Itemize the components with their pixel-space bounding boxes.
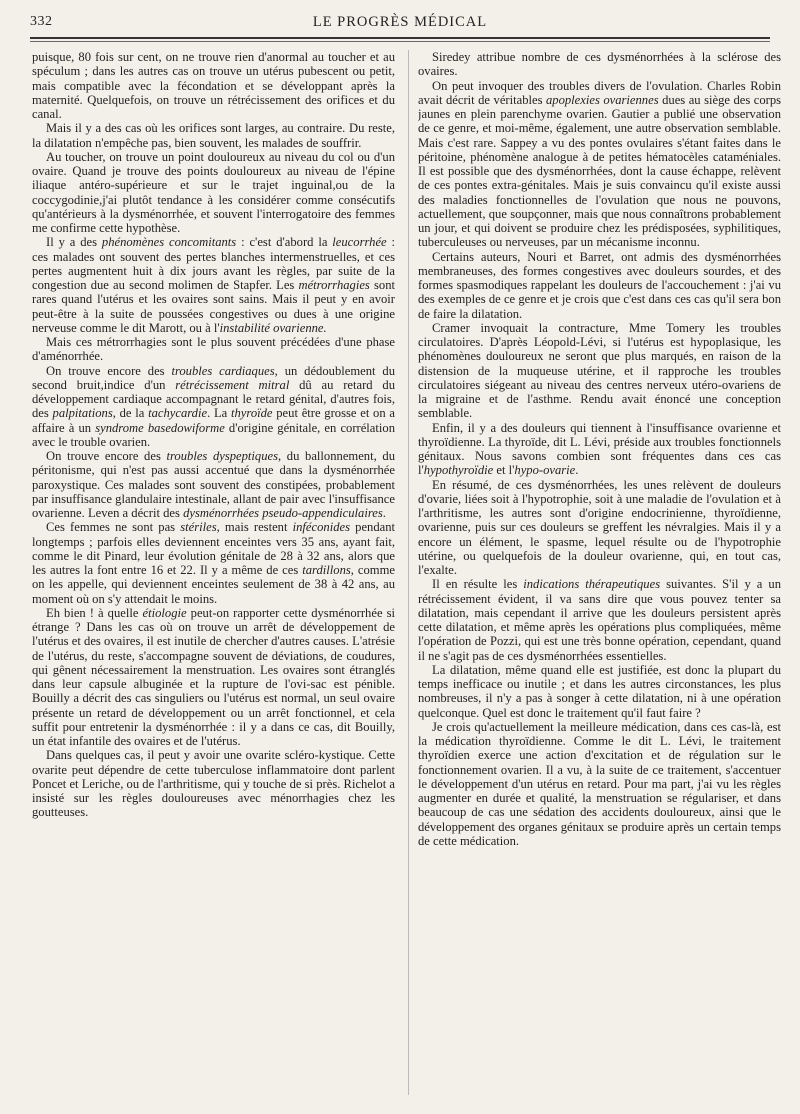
italic-text: troubles cardiaques (171, 363, 275, 378)
text-run: . (575, 463, 579, 478)
italic-text: leucorrhée (332, 235, 387, 250)
text-run: Ces femmes ne sont pas (46, 520, 181, 535)
text-run: On trouve encore des (46, 363, 172, 378)
text-run: Je crois qu'actuellement la meilleure médication, dans ces cas-là, est la médication thyroïdienne. Comme le dit L. Lévi, le traitement thyroïdien exerce une action d'excitation et de régulation sur le fonctionnement ovarien. Il a vu, à la suite de ce traitement, s'accentuer le développement d'un utérus en retard. Pour ma part, j'ai vu les règles augmenter en durée et qualité, la menstruation se régulariser, et dans beaucoup de cas une sédation des accidents douloureux, ainsi que le développement des organes génitaux se produire après un certain temps de cette médication. (418, 719, 781, 848)
italic-text: tardillons (302, 563, 351, 577)
text-run: peut-on rapporter cette dysménorrhée si étrange ? Dans les cas où on trouve un arrêt de développement de l'utérus et des ovaires, il est inutile de chercher d'autres causes. L'atrésie de l'utérus, du reste, s'accompagne souvent de déviations, de coudures, qui gênent nécessairement la menstruation. Les ovaires sont étranglés dans leur capsule albuginée et la rupture de l'ovi-sac est pénible. Bouilly a décrit des cas singuliers ou l'utérus est normal, un seul ovaire présente un retard de développement ou un arrêt fonctionnel, et cela suffit pour entretenir la dysménorrhée : il y a dans ce cas, dit Bouilly, un état infantile des ovaires et de l'utérus. (32, 605, 395, 748)
text-run: En résumé, de ces dysménorrhées, les unes relèvent de douleurs d'ovarie, liées soit à l'hypotrophie, soit à une maladie de l'ovulation et à l'arthritisme, les autres sont d'origine endocrinienne, thyroïdienne, ovarienne, puis sur ces douleurs se greffent les névralgies. Mais il y a encore un élément, le spasme, lequel résulte ou de l'hypotrophie utérine, ou quelquefois de la douleur ovarienne, qui, en tout cas, l'exalte. (418, 477, 781, 577)
journal-title: LE PROGRÈS MÉDICAL (312, 14, 488, 30)
text-run: dû au retard du développement cardiaque accompagnant le retard génital, d'autres fois, des (32, 377, 395, 421)
text-run: puisque, 80 fois sur cent, on ne trouve rien d'anormal au toucher et au spéculum ; dans les autres cas on trouve un utérus pubescent ou petit, mais compatible avec la fécondation et se développant après la maternité. Quelquefois, on trouve un rétrécissement des orifices et du canal. (32, 50, 395, 121)
text-run: . La (207, 406, 231, 421)
italic-text: apoplexies ovariennes (545, 92, 659, 107)
italic-text: stériles (180, 520, 217, 535)
text-run: La dilatation, même quand elle est justifiée, est donc la plupart du temps inefficace ou inutile ; et dans les autres circonstances, les plus nombreuses, il n'y a pas à songer à cette dilatation, ni à une opération quelconque. Quel est donc le traitement qu'il faut faire ? (418, 662, 781, 720)
text-run: Certains auteurs, Nouri et Barret, ont admis des dysménorrhées membraneuses, des formes congestives avec douleurs sourdes, et des formes spasmodiques rappelant les douleurs de l'accouchement : j'ai vu des exemples de ce genre et je crois que c'est dans ces cas qu'il sera bon de faire la dilatation. (418, 249, 781, 321)
text-run: , de la (112, 406, 149, 421)
paragraph (32, 235, 395, 335)
italic-text: palpitations (52, 406, 113, 421)
header-rule-thin (30, 41, 770, 42)
paragraph (32, 748, 395, 819)
paragraph (32, 364, 395, 450)
paragraph (418, 577, 781, 663)
text-run: Siredey attribue nombre de ces dysménorrhées à la sclérose des ovaires. (418, 50, 781, 79)
paragraph (32, 121, 395, 150)
text-run: Eh bien ! à quelle (46, 605, 143, 620)
text-run: Enfin, il y a des douleurs qui tiennent à l'insuffisance ovarienne et thyroïdienne. La thyroïde, dit L. Lévi, préside aux troubles fonctionnels génitaux. Nous savons combien sont fréquentes dans ces cas l' (418, 420, 781, 478)
italic-text: troubles dyspeptiques (166, 449, 279, 463)
left-column (32, 50, 395, 1095)
italic-text: syndrome basedowiforme (95, 420, 225, 435)
column-divider (408, 50, 409, 1095)
header-rule (30, 37, 770, 39)
paragraph (418, 421, 781, 478)
text-run: , comme on les appelle, qui deviennent enceintes seulement de 38 à 42 ans, au moment où on s'y attendait le moins. (32, 563, 395, 606)
text-run: et l' (493, 463, 515, 478)
text-run: suivantes. S'il y a un rétrécissement évident, il va sans dire que vous pouvez tenter sa dilatation, mais cependant il arrive que les douleurs persistent après cette dilatation, et même après les opérations plus compliquées, même l'opération de Pozzi, qui est une très bonne opération, cependant, quand il ne s'agit pas de ces dysménorrhées essentielles. (418, 577, 781, 663)
text-run: Mais il y a des cas où les orifices sont larges, au contraire. Du reste, la dilatation n'empêche pas, bien souvent, les malades de souffrir. (32, 121, 395, 150)
paragraph (32, 50, 395, 121)
text-run: d'origine génitale, en corrélation avec le trouble ovarien. (32, 420, 395, 449)
italic-text: hypo-ovarie (514, 463, 576, 478)
page-header (30, 14, 770, 36)
paragraph (418, 663, 781, 720)
text-run: : ces malades ont souvent des pertes blanches intermenstruelles, et ces pertes augmentent huit à dix jours avant les règles, par suite de la congestion due au second molimen de Stapfer. Les (32, 235, 395, 292)
paragraph (32, 335, 395, 364)
italic-text: thyroïde (231, 406, 273, 421)
text-run: : c'est d'abord la (236, 235, 333, 250)
paragraph (418, 50, 781, 79)
paragraph (418, 478, 781, 578)
text-run: On trouve encore des (46, 449, 167, 463)
text-run: , mais restent (216, 520, 293, 535)
text-run: On peut invoquer des troubles divers de l'ovulation. Charles Robin avait décrit de véritables (418, 78, 781, 107)
italic-text: métrorrhagies (298, 278, 370, 292)
text-run: . (382, 506, 386, 520)
page-number: 332 (30, 14, 53, 29)
text-run: Il y a des (46, 235, 102, 250)
paragraph (418, 321, 781, 421)
paragraph (32, 520, 395, 606)
text-run: sont rares quand l'utérus et les ovaires sont sains. Mais il peut y en avoir peut-être à la suite de poussées congestives ou dues à une origine nerveuse comme le dit Marott, ou à l' (32, 278, 395, 335)
right-column (418, 50, 781, 1095)
text-run: Il en résulte les (432, 577, 524, 592)
paragraph (32, 449, 395, 520)
italic-text: hypothyroïdie (423, 463, 494, 478)
text-run: , du ballonnement, du péritonisme, qui n'est pas aussi accentué que dans la dysménorrhée paroxystique. Ces malades sont souvent des constipées, probablement par insuffisance glandulaire intestinale, allant de pair avec l'insuffisance ovarienne. Leven a décrit des (32, 449, 395, 520)
italic-text: inféconides (292, 520, 350, 535)
italic-text: instabilité ovarienne. (219, 320, 327, 335)
italic-text: étiologie (142, 605, 187, 620)
text-run: pendant longtemps ; parfois elles deviennent enceintes vers 35 ans, ayant fait, comme le dit Pinard, leur évolution génitale de 28 à 32 ans, alors que les autres la font entre 16 et 22. Il y a même de ces (32, 520, 395, 577)
paragraph (32, 150, 395, 236)
text-run: Au toucher, on trouve un point douloureux au niveau du col ou d'un ovaire. Quand je trouve des points douloureux au niveau de l'épine iliaque antéro-supérieure et sur le trajet inguinal,ou de la coccygodinie,j'ai plutôt tendance à les considérer comme consécutifs qu'antérieurs à la dysménorrhée, et souvent l'interrogatoire des femmes me confirme cette hypothèse. (32, 149, 395, 235)
italic-text: tachycardie (148, 406, 208, 421)
text-run: Dans quelques cas, il peut y avoir une ovarite scléro-kystique. Cette ovarite peut dépendre de cette tuberculose inflammatoire dont parlent Poncet et Leriche, ou de l'arthritisme, qui y touche de si près. Richelot a insisté sur les règles douloureuses avec ménorrhagies chez les goutteuses. (32, 748, 395, 820)
paragraph (418, 79, 781, 250)
text-run: peut être grosse et on a affaire à un (32, 406, 395, 435)
paragraph (418, 720, 781, 848)
italic-text: indications thérapeutiques (523, 577, 661, 592)
text-run: Cramer invoquait la contracture, Mme Tomery les troubles circulatoires. D'après Léopold-Lévi, si l'utérus est hypoplasique, les phénomènes douloureux ne seront que plus marqués, en raison de la distension de la muqueuse utérine, et il rapproche les troubles circulatoires siégeant au niveau des centres nerveux utéro-ovariens de la migraine et de l'asthme. Rendu avait énoncé une conception semblable. (418, 320, 781, 421)
text-run: Mais ces métrorrhagies sont le plus souvent précédées d'une phase d'aménorrhée. (32, 335, 395, 364)
italic-text: dysménorrhées pseudo-appendiculaires (183, 506, 383, 520)
text-run: dues au siège des corps jaunes en plein parenchyme ovarien. Gautier a publié une observation de ce genre, et moi-même, également, une autre observation semblable. Mais c'est rare. Sappey a vu des pontes ovulaires s'étant faites dans le péritoine, phénomène analogue à de petites hématocèles cataméniales. Il est possible que des dysménorrhées, dont la cause échappe, relèvent de ces pontes extra-génitales. Mais je suis convaincu qu'il existe aussi des maladies fonctionnelles de l'ovulation que nous ne pouvons, actuellement, que soupçonner, mais que nous connaîtrons probablement un jour, et qui doivent se produire chez les prédisposées, syphilitiques, tuberculeuses ou nerveuses, par un mécanisme inconnu. (418, 92, 781, 250)
text-run: , un dédoublement du second bruit,indice d'un (32, 363, 395, 392)
paragraph (32, 606, 395, 749)
paragraph (418, 250, 781, 321)
italic-text: phénomènes concomitants (101, 235, 237, 250)
italic-text: rétrécissement mitral (175, 377, 290, 392)
